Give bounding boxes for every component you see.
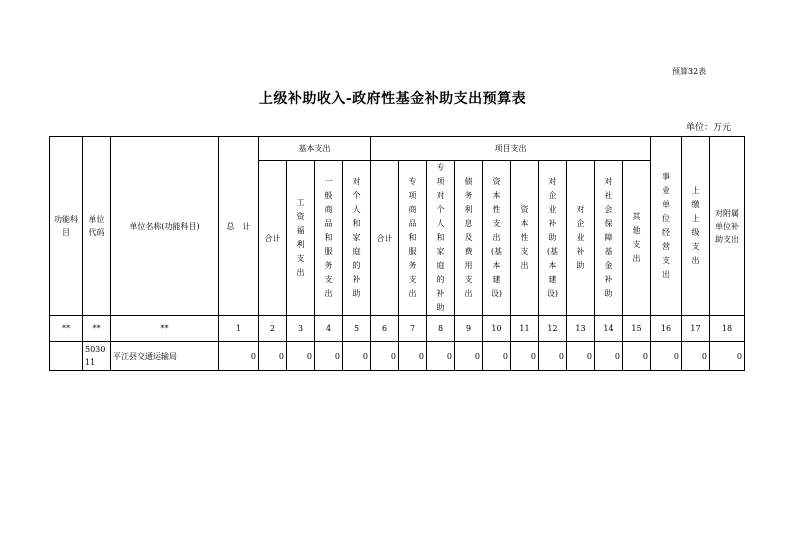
row-value: 0 [539,342,567,371]
row-value: 0 [219,342,259,371]
table-row [50,342,745,371]
header-total: 总 计 [219,137,259,316]
header-func-subject: 功能科目 [50,137,83,316]
index-cell: 14 [595,316,623,342]
index-cell: 5 [343,316,371,342]
row-value: 0 [455,342,483,371]
form-number: 预算32表 [672,67,707,76]
header-project-expenditure: 项目支出 [371,137,651,161]
row-value: 0 [682,342,710,371]
unit-label: 单位：万元 [686,123,732,133]
row-unit-code: 503011 [83,342,111,371]
row-value: 0 [371,342,399,371]
index-cell: ** [83,316,111,342]
row-func-subject [50,342,83,371]
row-value: 0 [287,342,315,371]
index-cell: 1 [219,316,259,342]
header-basic-total: 合计 [259,161,287,316]
index-cell: 17 [682,316,710,342]
header-other: 其他支出 [623,161,651,316]
row-value: 0 [259,342,287,371]
header-social-fund: 对社会保障基金补助 [595,161,623,316]
index-cell: 8 [427,316,455,342]
index-cell: 13 [567,316,595,342]
row-value: 0 [315,342,343,371]
header-upper: 上缴上级支出 [682,137,710,316]
index-cell: ** [50,316,83,342]
index-row [50,316,745,342]
row-value: 0 [567,342,595,371]
budget-table [49,136,745,371]
index-cell: 9 [455,316,483,342]
header-basic-expenditure: 基本支出 [259,137,371,161]
header-project-total: 合计 [371,161,399,316]
index-cell: 3 [287,316,315,342]
row-value: 0 [427,342,455,371]
index-cell: 16 [651,316,682,342]
row-value: 0 [623,342,651,371]
row-value: 0 [483,342,511,371]
index-cell: 12 [539,316,567,342]
index-cell: 4 [315,316,343,342]
row-unit-name: 平江县交通运输局 [111,342,219,371]
row-value: 0 [399,342,427,371]
header-debt: 债务利息及费用支出 [455,161,483,316]
header-business: 事业单位经营支出 [651,137,682,316]
header-affiliated: 对附属单位补助支出 [710,137,745,316]
index-cell: 15 [623,316,651,342]
row-value: 0 [651,342,682,371]
header-enterprise: 对企业补助 [567,161,595,316]
header-enterprise-basic: 对企业补助(基本建设) [539,161,567,316]
header-capital: 资本性支出 [511,161,539,316]
row-value: 0 [511,342,539,371]
header-salary: 工资福利支出 [287,161,315,316]
index-cell: 10 [483,316,511,342]
header-unit-name: 单位名称(功能科目) [111,137,219,316]
index-cell: 11 [511,316,539,342]
index-cell: 18 [710,316,745,342]
header-special-personal: 专项对个人和家庭的补助 [427,161,455,316]
header-personal: 对个人和家庭的补助 [343,161,371,316]
row-value: 0 [710,342,745,371]
header-capital-basic: 资本性支出(基本建设) [483,161,511,316]
index-cell: 2 [259,316,287,342]
index-cell: 7 [399,316,427,342]
index-cell: ** [111,316,219,342]
row-value: 0 [343,342,371,371]
header-special-goods: 专项商品和服务支出 [399,161,427,316]
index-cell: 6 [371,316,399,342]
header-unit-code: 单位代码 [83,137,111,316]
page-title: 上级补助收入-政府性基金补助支出预算表 [258,91,527,107]
header-goods: 一般商品和服务支出 [315,161,343,316]
row-value: 0 [595,342,623,371]
